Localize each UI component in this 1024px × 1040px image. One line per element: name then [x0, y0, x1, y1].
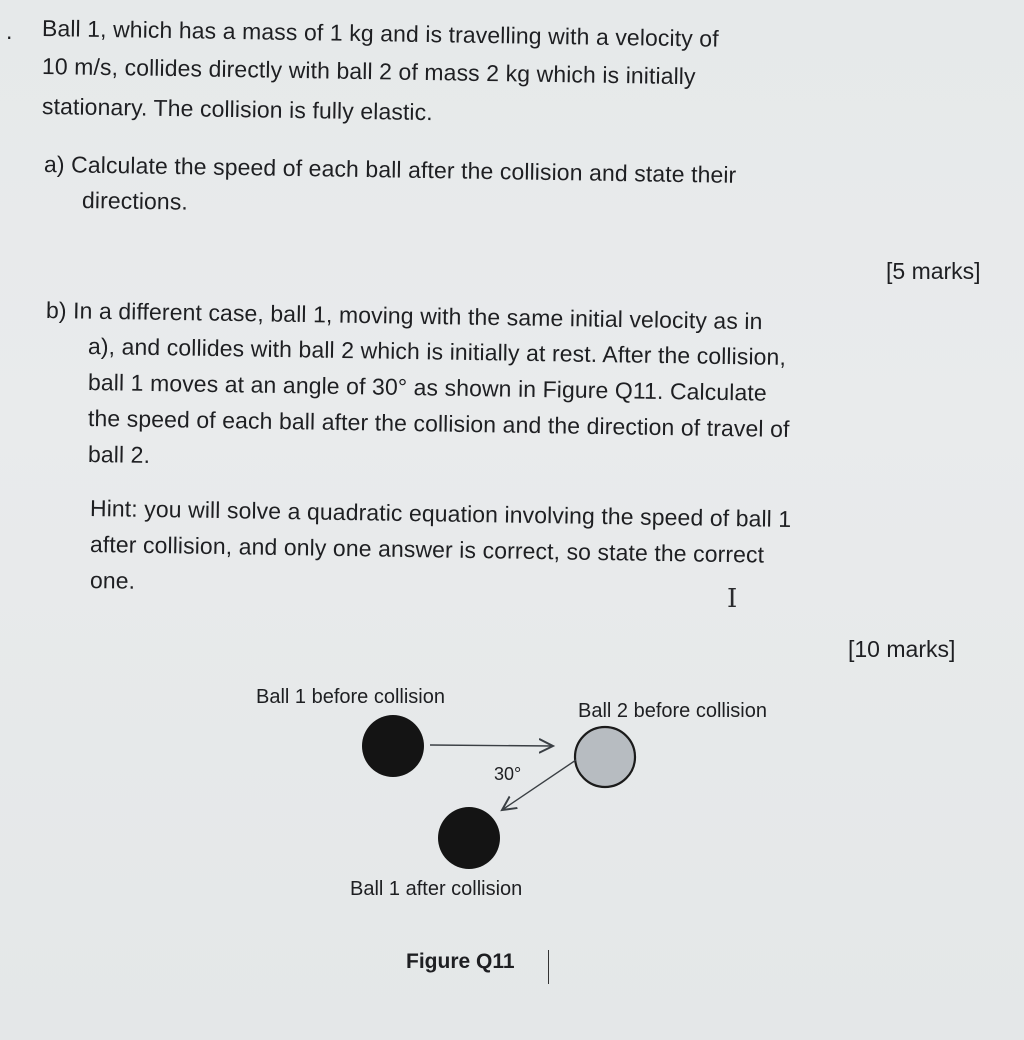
part-b-line-4: the speed of each ball after the collision and the direction of travel of — [87, 405, 790, 443]
hint-line-1: Hint: you will solve a quadratic equation involving the speed of ball 1 — [89, 495, 792, 533]
part-a-line-1: a) Calculate the speed of each ball after the collision and state their — [43, 151, 737, 188]
figure-caption: Figure Q11 — [406, 950, 515, 973]
part-a-marks: [5 marks] — [886, 258, 981, 284]
intro-line-1: Ball 1, which has a mass of 1 kg and is travelling with a velocity of — [41, 15, 719, 52]
ball2-before — [575, 727, 635, 787]
label-ball1-before: Ball 1 before collision — [256, 686, 445, 708]
angle-label: 30° — [494, 764, 522, 784]
hint-line-3: one. — [89, 567, 136, 594]
part-b-line-2: a), and collides with ball 2 which is initially at rest. After the collision, — [87, 333, 787, 370]
part-b-line-1: b) In a different case, ball 1, moving with the same initial velocity as in — [45, 297, 763, 335]
initial-velocity-arrow — [430, 745, 553, 746]
ball1-after — [438, 807, 500, 869]
text-caret — [548, 950, 549, 984]
part-b-marks: [10 marks] — [848, 636, 956, 662]
intro-line-3: stationary. The collision is fully elastic. — [41, 93, 433, 126]
intro-line-2: 10 m/s, collides directly with ball 2 of mass 2 kg which is initially — [41, 53, 696, 90]
hint-line-2: after collision, and only one answer is correct, so state the correct — [89, 531, 765, 568]
ball1-after-velocity-arrow — [502, 760, 576, 810]
list-bullet: . — [6, 18, 13, 44]
label-ball1-after: Ball 1 after collision — [350, 878, 523, 900]
part-a-line-2: directions. — [81, 187, 189, 215]
part-b-line-3: ball 1 moves at an angle of 30° as shown in Figure Q11. Calculate — [87, 369, 767, 406]
label-ball2-before: Ball 2 before collision — [578, 700, 767, 722]
part-b-line-5: ball 2. — [87, 441, 151, 468]
mouse-ibeam-cursor-icon: I — [727, 584, 738, 614]
ball1-before — [362, 715, 424, 777]
